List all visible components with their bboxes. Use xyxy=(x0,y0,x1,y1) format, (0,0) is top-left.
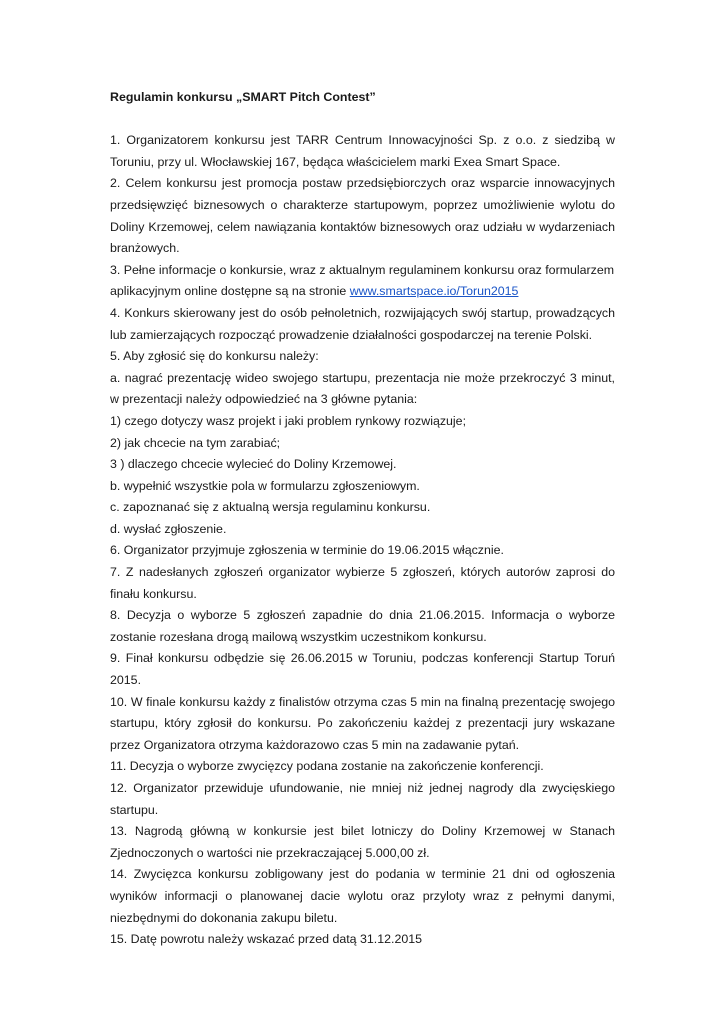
document-title: Regulamin konkursu „SMART Pitch Contest” xyxy=(110,90,376,104)
paragraph-3-text: 3. Pełne informacje o konkursie, wraz z aktualnym regulaminem konkursu oraz formularzem aplikacyjnym online dostępne są na stronie xyxy=(110,262,615,299)
document-page xyxy=(110,87,615,951)
paragraph-12: 12. Organizator przewiduje ufundowanie, nie mniej niż jednej nagrody dla zwycięskiego startupu. xyxy=(110,781,615,817)
paragraph-7: 7. Z nadesłanych zgłoszeń organizator wybierze 5 zgłoszeń, których autorów zaprosi do finału konkursu. xyxy=(110,565,615,601)
paragraph-8: 8. Decyzja o wyborze 5 zgłoszeń zapadnie do dnia 21.06.2015. Informacja o wyborze zostanie rozesłana drogą mailową wszystkim uczestnikom konkursu. xyxy=(110,608,615,644)
paragraph-5b: b. wypełnić wszystkie pola w formularzu zgłoszeniowym. xyxy=(110,478,420,493)
paragraph-5: 5. Aby zgłosić się do konkursu należy: xyxy=(110,349,319,364)
paragraph-13: 13. Nagrodą główną w konkursie jest bilet lotniczy do Doliny Krzemowej w Stanach Zjednoczonych o wartości nie przekraczającej 5.000,00 zł. xyxy=(110,824,615,860)
paragraph-5a: a. nagrać prezentację wideo swojego startupu, prezentacja nie może przekroczyć 3 minut, w prezentacji należy odpowiedzieć na 3 główne pytania: xyxy=(110,370,615,407)
paragraph-6: 6. Organizator przyjmuje zgłoszenia w terminie do 19.06.2015 włącznie. xyxy=(110,543,504,558)
paragraph-5c: c. zapoznanać się z aktualną wersja regulaminu konkursu. xyxy=(110,500,431,515)
paragraph-5a-question-2: 2) jak chcecie na tym zarabiać; xyxy=(110,435,281,450)
paragraph-14: 14. Zwycięzca konkursu zobligowany jest do podania w terminie 21 dni od ogłoszenia wyników informacji o planowanej dacie wylotu oraz przyloty wraz z pełnymi danymi, niezbędnymi do dokonania zakupu biletu. xyxy=(110,867,615,925)
paragraph-3 xyxy=(110,260,615,303)
smartspace-link[interactable]: www.smartspace.io/Torun2015 xyxy=(349,284,519,299)
paragraph-10: 10. W finale konkursu każdy z finalistów otrzyma czas 5 min na finalną prezentację swojego startupu, który zgłosił do konkursu. Po zakończeniu każdej z prezentacji jury wskazane przez Organizatora otrzyma każdorazowo czas 5 min na zadawanie pytań. xyxy=(110,694,615,752)
paragraph-15: 15. Datę powrotu należy wskazać przed datą 31.12.2015 xyxy=(110,932,423,947)
paragraph-1: 1. Organizatorem konkursu jest TARR Centrum Innowacyjności Sp. z o.o. z siedzibą w Toruniu, przy ul. Włocławskiej 167, będąca właścicielem marki Exea Smart Space. xyxy=(110,133,615,169)
paragraph-5a-question-3: 3 ) dlaczego chcecie wylecieć do Doliny Krzemowej. xyxy=(110,457,397,472)
paragraph-2: 2. Celem konkursu jest promocja postaw przedsiębiorczych oraz wsparcie innowacyjnych przedsięwzięć biznesowych o charakterze startupowym, poprzez umożliwienie wylotu do Doliny Krzemowej, celem nawiązania kontaktów biznesowych oraz udziału w wydarzeniach branżowych. xyxy=(110,176,615,256)
paragraph-5a-question-1: 1) czego dotyczy wasz projekt i jaki problem rynkowy rozwiązuje; xyxy=(110,413,467,428)
paragraph-5d: d. wysłać zgłoszenie. xyxy=(110,521,227,536)
paragraph-9: 9. Finał konkursu odbędzie się 26.06.2015 w Toruniu, podczas konferencji Startup Toruń 2015. xyxy=(110,651,615,688)
paragraph-11: 11. Decyzja o wyborze zwycięzcy podana zostanie na zakończenie konferencji. xyxy=(110,759,544,774)
paragraph-4: 4. Konkurs skierowany jest do osób pełnoletnich, rozwijających swój startup, prowadzących lub zamierzających rozpocząć prowadzenie działalności gospodarczej na terenie Polski. xyxy=(110,305,615,342)
